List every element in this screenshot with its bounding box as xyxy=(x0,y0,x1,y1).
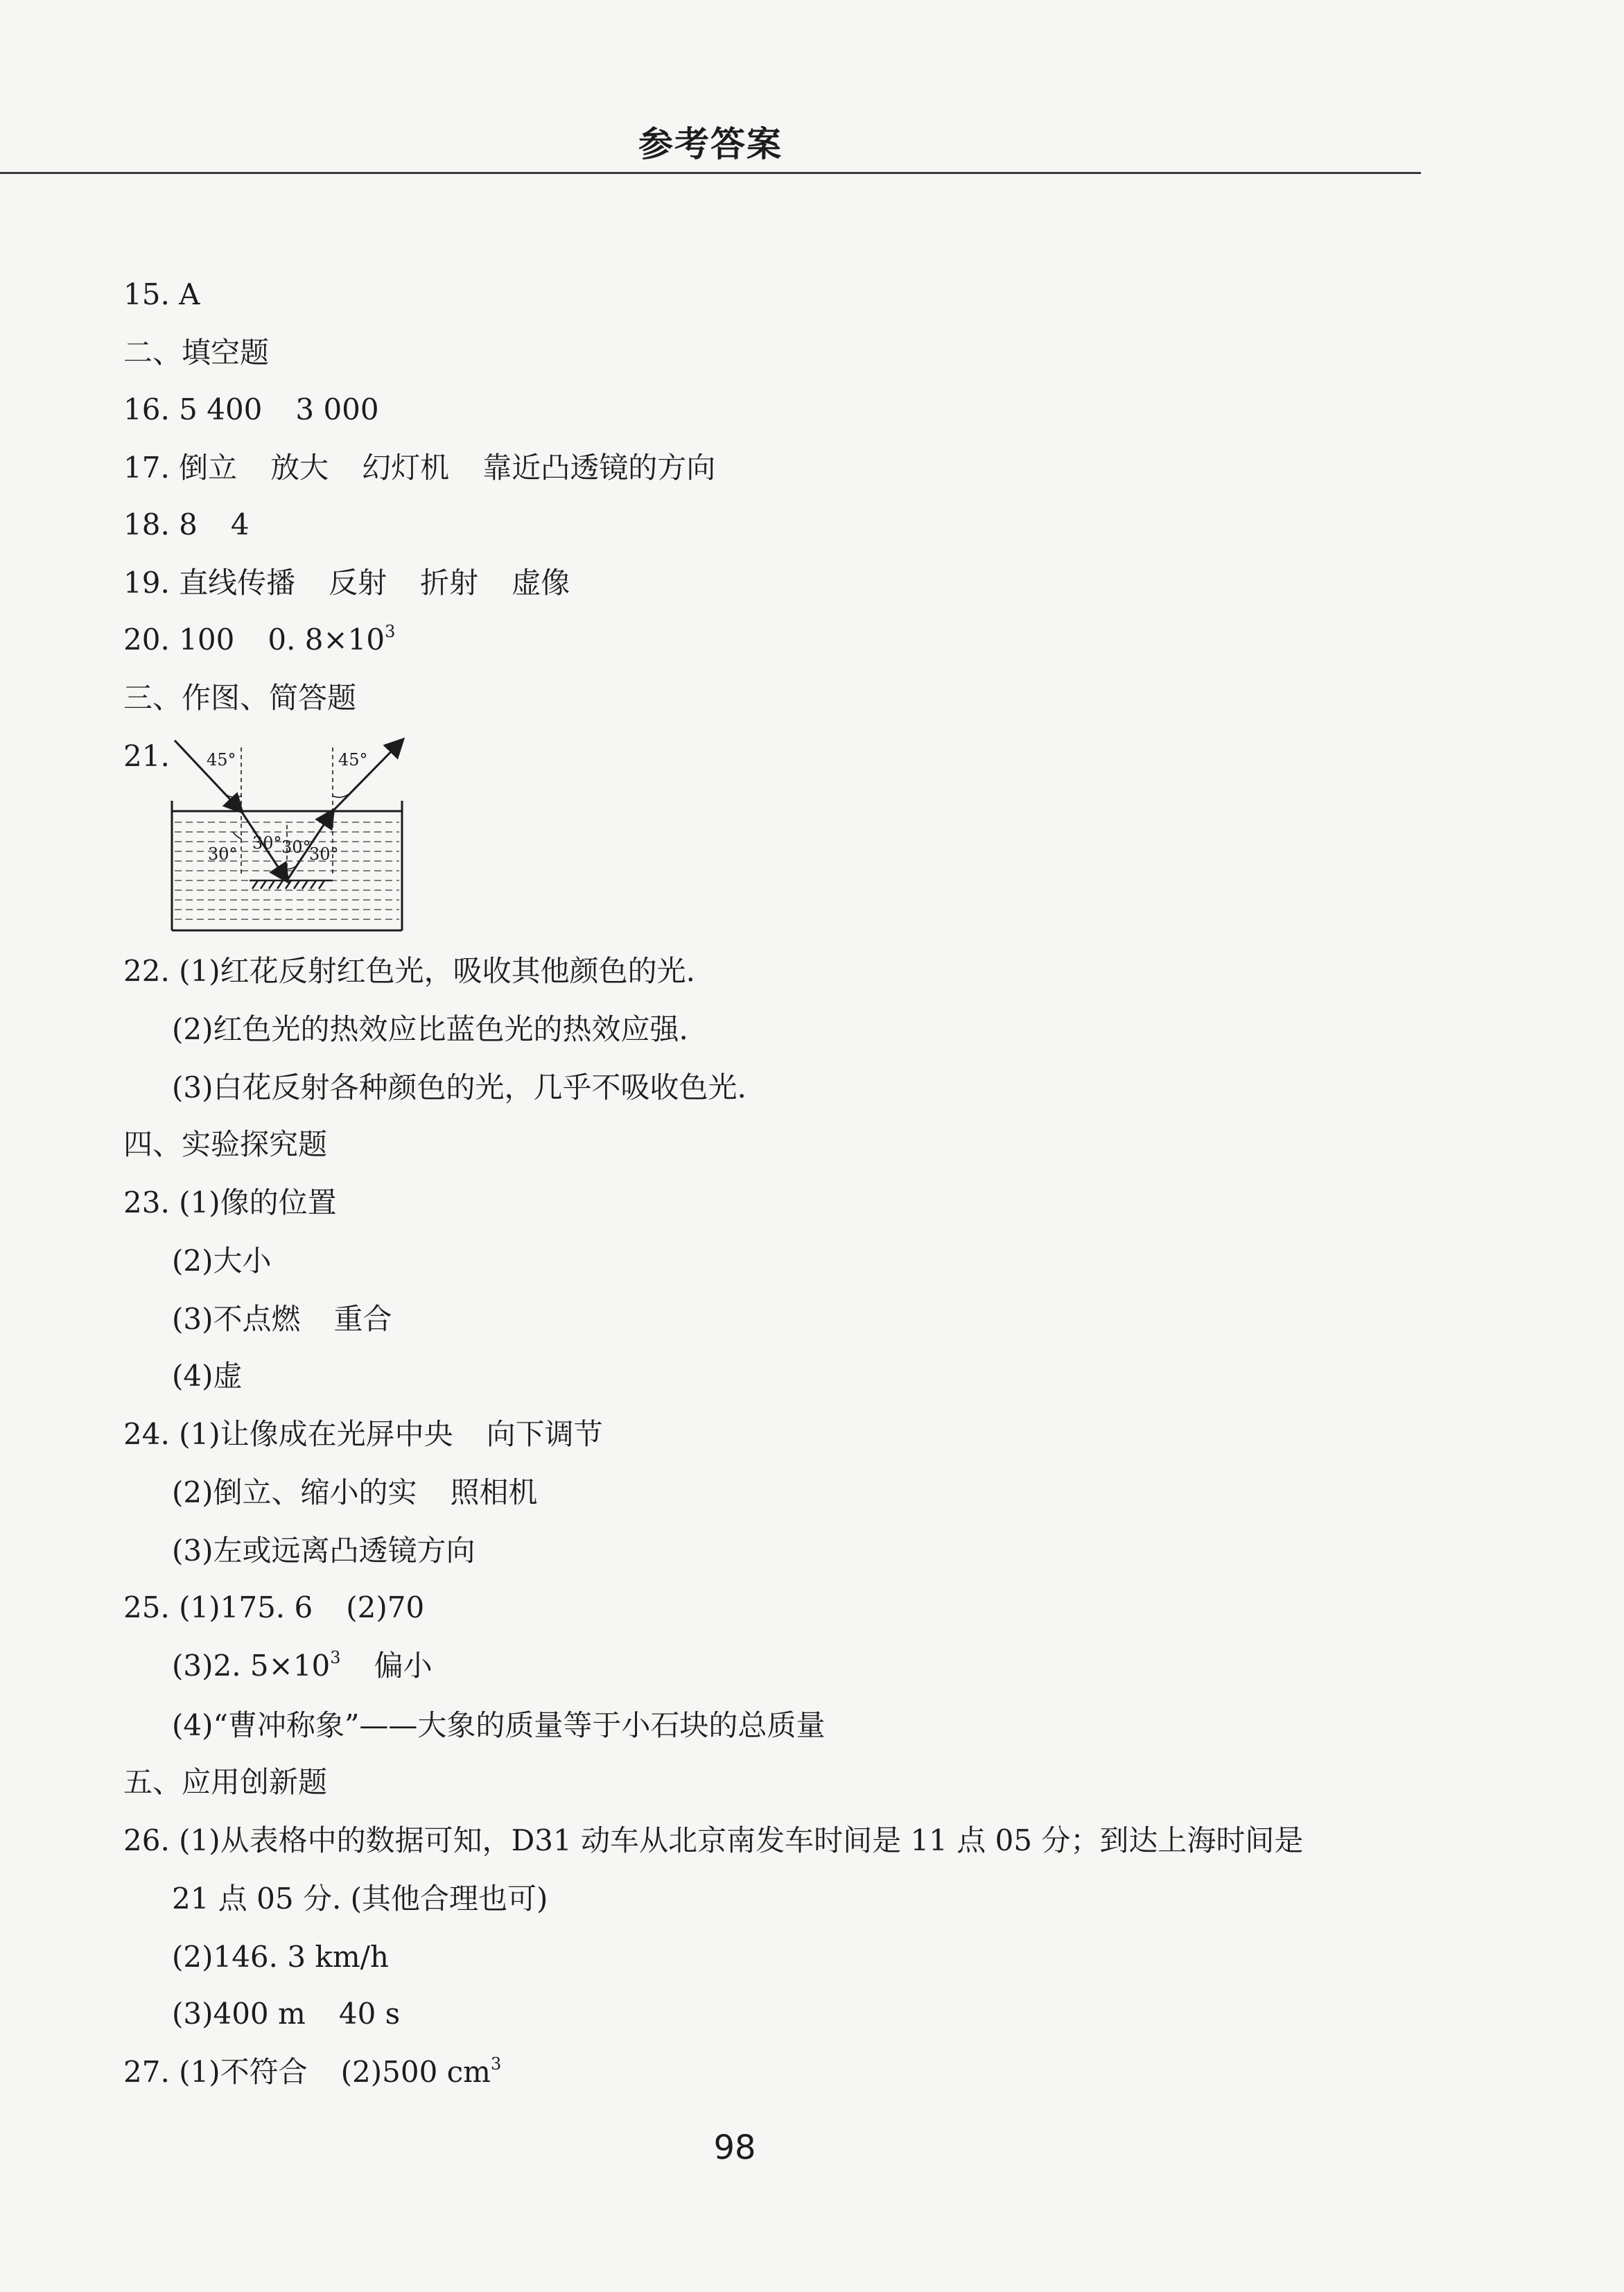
answer-text: 21 点 05 分. (其他合理也可) xyxy=(172,1882,548,1916)
answer-text: 幻灯机 xyxy=(362,451,450,485)
answer-text: 19. 直线传播 xyxy=(123,566,296,600)
superscript-exponent: 3 xyxy=(385,622,396,641)
answer-line xyxy=(172,1359,243,1394)
answer-line xyxy=(172,1302,392,1337)
answer-line xyxy=(123,1823,1303,1858)
answer-line xyxy=(123,1765,327,1800)
answer-text: 16. 5 400 xyxy=(123,392,263,426)
answer-text: 虚像 xyxy=(512,566,570,600)
answer-line xyxy=(123,1127,327,1162)
angle-label-reflected: 45° xyxy=(338,750,368,770)
answer-text: 40 s xyxy=(338,1997,401,2031)
answer-line xyxy=(172,1708,825,1743)
angle-label-inner-left: 30° xyxy=(252,833,282,853)
answer-line xyxy=(123,681,356,715)
angle-label-refract-left: 30° xyxy=(208,844,238,864)
answer-text: 放大 xyxy=(270,451,329,485)
answer-line xyxy=(123,1417,603,1452)
answer-line xyxy=(172,1534,475,1568)
answer-line xyxy=(123,1590,424,1625)
optics-diagram-figure xyxy=(166,735,410,936)
answer-line xyxy=(172,1070,746,1105)
answer-line xyxy=(172,1244,272,1278)
answer-text: 照相机 xyxy=(450,1475,538,1509)
answer-text: 24. (1)让像成在光屏中央 xyxy=(123,1417,453,1451)
answer-text: 21. xyxy=(123,739,170,773)
answer-line xyxy=(172,1012,688,1047)
answer-text: (2)70 xyxy=(346,1590,425,1624)
answer-line xyxy=(172,1940,389,1974)
header-divider xyxy=(0,172,1421,174)
answer-line xyxy=(123,954,695,989)
answer-line xyxy=(172,1475,538,1510)
answer-line xyxy=(123,566,570,600)
answer-text: 重合 xyxy=(333,1302,392,1336)
answer-text: 26. (1)从表格中的数据可知，D31 动车从北京南发车时间是 11 点 05 分；到达上海时间是 xyxy=(123,1823,1304,1857)
answer-text: 偏小 xyxy=(374,1649,433,1683)
answer-line xyxy=(123,277,200,312)
answer-text: (2)500 cm xyxy=(340,2055,491,2089)
answer-text: 17. 倒立 xyxy=(123,451,238,485)
answer-text: (4)“曹冲称象”——大象的质量等于小石块的总质量 xyxy=(172,1708,826,1742)
answer-text: (2)146. 3 km/h xyxy=(172,1940,389,1974)
header-title: 参考答案 xyxy=(638,124,783,164)
answer-line xyxy=(172,1882,548,1916)
answer-text: 靠近凸透镜的方向 xyxy=(482,451,716,485)
answer-line xyxy=(123,451,715,485)
answer-text: 0. 8×10 xyxy=(268,623,385,657)
answer-text: 反射 xyxy=(329,566,387,600)
answer-text: 二、填空题 xyxy=(123,336,270,370)
superscript-exponent: 3 xyxy=(491,2054,502,2074)
answer-text: 五、应用创新题 xyxy=(123,1765,328,1799)
answer-text: 向下调节 xyxy=(486,1417,603,1451)
superscript-exponent: 3 xyxy=(330,1648,341,1667)
answer-text: 四、实验探究题 xyxy=(123,1127,328,1161)
answer-text: (2)大小 xyxy=(172,1244,272,1278)
answer-text: 27. (1)不符合 xyxy=(123,2055,308,2089)
answer-text: 4 xyxy=(230,507,250,541)
answer-text: 20. 100 xyxy=(123,623,235,657)
answer-text: 15. A xyxy=(123,277,200,311)
answer-text: 25. (1)175. 6 xyxy=(123,1590,313,1624)
answer-line xyxy=(123,739,170,774)
answer-line xyxy=(123,623,395,657)
answer-text: (3)400 m xyxy=(172,1997,306,2031)
answer-text: 18. 8 xyxy=(123,507,198,541)
answer-text: 23. (1)像的位置 xyxy=(123,1186,337,1219)
answer-text: (3)2. 5×10 xyxy=(172,1649,331,1683)
answer-text: (2)倒立、缩小的实 xyxy=(172,1475,417,1509)
page-number: 98 xyxy=(713,2128,756,2167)
answer-text: 22. (1)红花反射红色光，吸收其他颜色的光. xyxy=(123,954,695,988)
angle-label-incident: 45° xyxy=(207,750,236,770)
angle-label-inner-right: 30° xyxy=(281,837,311,857)
answer-text: 三、作图、简答题 xyxy=(123,681,357,715)
answer-text: (4)虚 xyxy=(172,1359,243,1393)
answer-text: (3)不点燃 xyxy=(172,1302,301,1336)
answer-line xyxy=(123,336,269,370)
answer-text: 3 000 xyxy=(295,392,379,426)
answer-line xyxy=(123,2055,501,2090)
answer-line xyxy=(172,1649,433,1683)
angle-label-refract-right: 30° xyxy=(309,844,339,864)
mirror xyxy=(250,880,333,889)
answer-text: (3)白花反射各种颜色的光，几乎不吸收色光. xyxy=(172,1070,746,1104)
answer-line xyxy=(123,507,250,542)
answer-text: (3)左或远离凸透镜方向 xyxy=(172,1534,475,1568)
answer-text: 折射 xyxy=(420,566,479,600)
answer-line xyxy=(172,1997,400,2031)
answer-text: (2)红色光的热效应比蓝色光的热效应强. xyxy=(172,1012,688,1046)
answer-line xyxy=(123,1186,337,1220)
answer-line xyxy=(123,392,379,427)
